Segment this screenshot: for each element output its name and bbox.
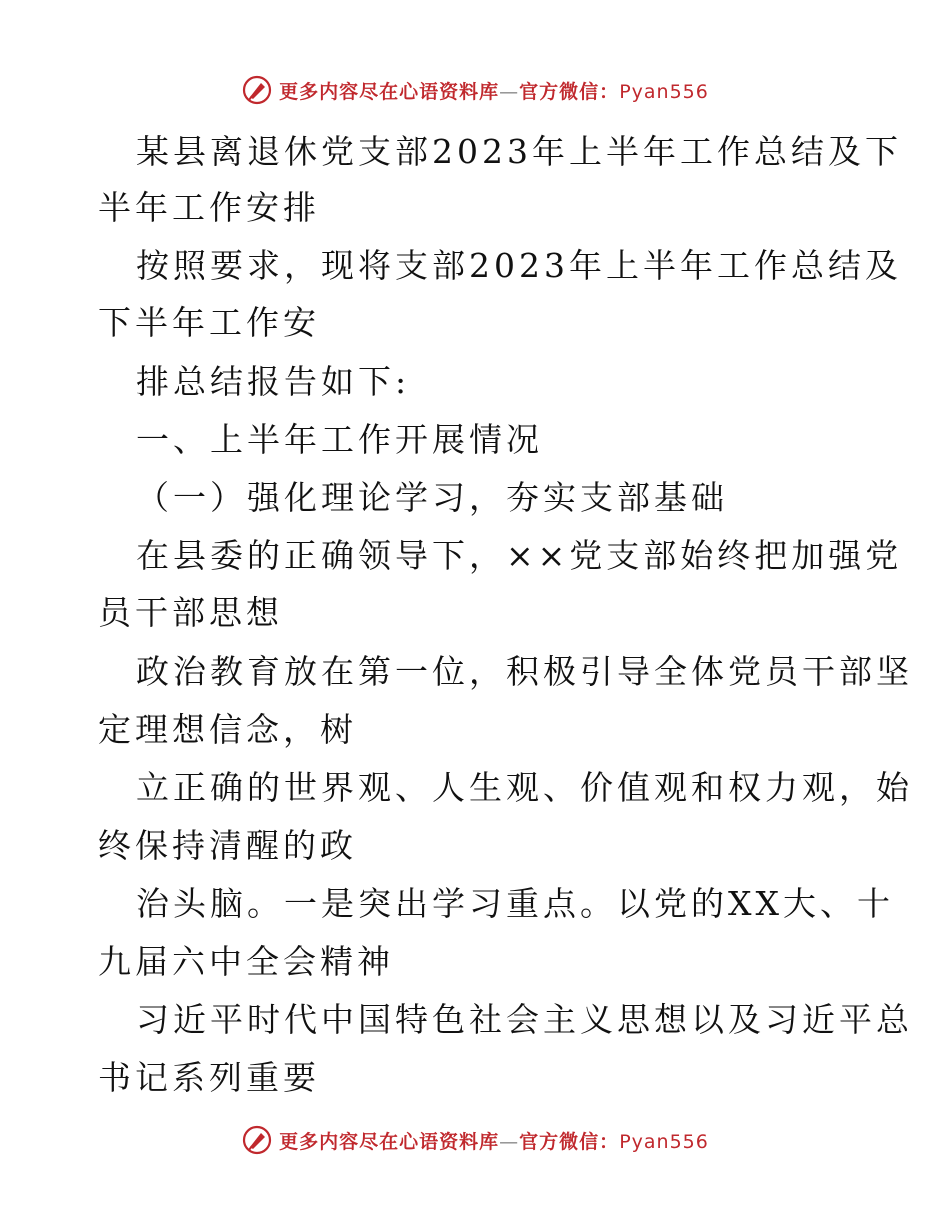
- banner-text: [279, 1127, 709, 1154]
- paragraph-line: 政治教育放在第一位，积极引导全体党员干部坚: [136, 652, 913, 691]
- banner-wechat-label: 官方微信：: [519, 1130, 620, 1153]
- paragraph-line: 按照要求，现将支部2023年上半年工作总结及: [136, 246, 902, 285]
- section-heading: 一、上半年工作开展情况: [136, 420, 543, 459]
- banner-separator: —: [499, 80, 520, 103]
- banner-wechat-label: 官方微信：: [519, 80, 620, 103]
- banner-separator: —: [499, 1130, 520, 1153]
- paragraph-line: 排总结报告如下:: [136, 362, 411, 401]
- paragraph-line: 立正确的世界观、人生观、价值观和权力观，始: [136, 768, 913, 807]
- subsection-heading: （一）强化理论学习，夯实支部基础: [136, 478, 728, 517]
- document-title-line-2: 半年工作安排: [98, 188, 320, 227]
- banner-wechat-id: Pyan556: [619, 1130, 709, 1153]
- paragraph-line: 书记系列重要: [98, 1058, 320, 1097]
- paragraph-line: 终保持清醒的政: [98, 826, 357, 865]
- document-title-line-1: 某县离退休党支部2023年上半年工作总结及下: [136, 132, 902, 171]
- header-watermark-banner: [0, 68, 950, 112]
- banner-site-text: 更多内容尽在心语资料库: [279, 1130, 500, 1153]
- paragraph-line: 习近平时代中国特色社会主义思想以及习近平总: [136, 1000, 913, 1039]
- paragraph-line: 在县委的正确领导下，××党支部始终把加强党: [136, 536, 903, 575]
- paragraph-line: 员干部思想: [98, 593, 283, 632]
- paragraph-line: 下半年工作安: [98, 303, 320, 342]
- pen-nib-logo-icon: [241, 1124, 273, 1156]
- banner-wechat-id: Pyan556: [619, 80, 709, 103]
- banner-text: [279, 77, 709, 104]
- paragraph-line: 九届六中全会精神: [98, 942, 394, 981]
- banner-site-text: 更多内容尽在心语资料库: [279, 80, 500, 103]
- pen-nib-logo-icon: [241, 74, 273, 106]
- paragraph-line: 定理想信念，树: [98, 710, 357, 749]
- footer-watermark-banner: [0, 1118, 950, 1162]
- paragraph-line: 治头脑。一是突出学习重点。以党的XX大、十: [136, 884, 894, 923]
